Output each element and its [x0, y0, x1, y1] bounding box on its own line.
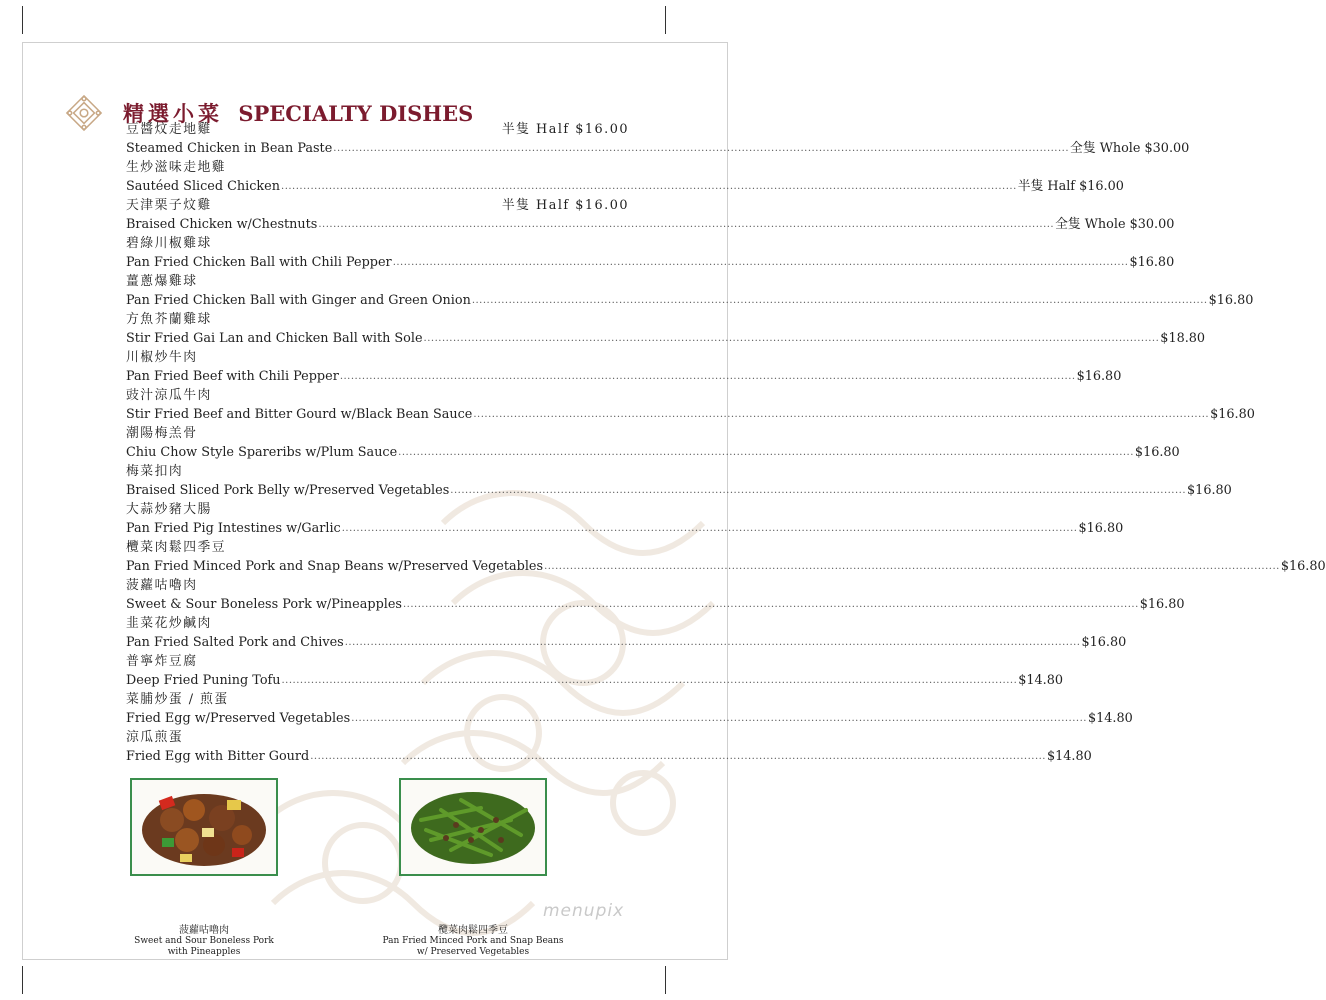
dish-price: 全隻 Whole $30.00: [1055, 216, 1175, 232]
dish-name-chinese: 菠蘿咕嚕肉: [126, 578, 198, 593]
menu-item-row: [126, 311, 629, 330]
caption-english: Sweet and Sour Boneless Pork: [134, 936, 274, 946]
dot-leader: ........................................................................................................................................................................................................: [344, 636, 1081, 648]
dot-leader: ........................................................................................................................................................................................................: [339, 370, 1076, 382]
dish-name-chinese: 薑蔥爆雞球: [126, 274, 198, 289]
photo-sweet-sour-pork: [130, 778, 278, 876]
menu-item: [126, 691, 1133, 728]
dish-name-english: Braised Chicken w/Chestnuts: [126, 216, 318, 232]
menu-item-row: [126, 672, 1064, 691]
dish-price: $16.80: [1081, 634, 1127, 650]
dot-leader: ........................................................................................................................................................................................................: [341, 522, 1078, 534]
dish-name-chinese: 豆醬炆走地雞: [126, 122, 212, 137]
menu-item-row: [126, 368, 1122, 387]
menu-item: [126, 311, 1206, 348]
dot-leader: ........................................................................................................................................................................................................: [471, 294, 1208, 306]
menu-item-row: [126, 273, 629, 292]
menu-list: [126, 121, 1326, 767]
dish-name-chinese: 碧綠川椒雞球: [126, 236, 212, 251]
caption-chinese: 菠蘿咕嚕肉: [179, 925, 229, 936]
menu-item: [126, 235, 1175, 272]
caption-english: w/ Preserved Vegetables: [416, 947, 530, 957]
photo-caption-1: [109, 925, 299, 958]
dish-name-english: Pan Fried Salted Pork and Chives: [126, 634, 344, 650]
menu-item-row: [126, 501, 629, 520]
menu-item-row: [126, 596, 1185, 615]
menu-item-row: [126, 577, 629, 596]
dish-name-english: Steamed Chicken in Bean Paste: [126, 140, 333, 156]
menu-item-row: [126, 710, 1133, 729]
dot-leader: ........................................................................................................................................................................................................: [473, 408, 1210, 420]
dish-price: $16.80: [1078, 520, 1124, 536]
title-english: SPECIALTY DISHES: [238, 101, 474, 126]
menu-item: [126, 729, 1092, 766]
menu-item: [126, 197, 1175, 234]
dish-price: $16.80: [1139, 596, 1185, 612]
dish-name-english: Pan Fried Pig Intestines w/Garlic: [126, 520, 341, 536]
menu-item: [126, 159, 1124, 196]
menu-item-row: [126, 482, 1232, 501]
dot-leader: ........................................................................................................................................................................................................: [281, 180, 1017, 192]
menu-item: [126, 577, 1185, 614]
food-image: [401, 780, 545, 874]
menu-item-row: [126, 197, 629, 216]
dot-leader: ........................................................................................................................................................................................................: [403, 598, 1139, 610]
dish-name-english: Pan Fried Chicken Ball with Chili Pepper: [126, 254, 392, 270]
menu-item-row: [126, 444, 1180, 463]
dish-price-half: 半隻 Half $16.00: [501, 198, 629, 213]
menu-item-row: [126, 349, 629, 368]
dish-price: $16.80: [1280, 558, 1326, 574]
menu-item: [126, 615, 1127, 652]
menu-item-row: [126, 634, 1127, 653]
menu-item-row: [126, 539, 629, 558]
dish-name-english: Deep Fried Puning Tofu: [126, 672, 281, 688]
dish-price: $16.80: [1187, 482, 1232, 498]
caption-chinese: 欖菜肉鬆四季豆: [438, 925, 508, 936]
crop-mark: [22, 6, 23, 34]
dish-price: $14.80: [1087, 710, 1133, 726]
menu-item-row: [126, 387, 629, 406]
menu-page: [22, 42, 1326, 960]
dish-name-english: Stir Fried Gai Lan and Chicken Ball with Sole: [126, 330, 423, 346]
food-image: [132, 780, 276, 874]
menu-item: [126, 273, 1254, 310]
crop-mark: [22, 966, 23, 994]
menu-item-row: [126, 558, 1326, 577]
dish-name-english: Chiu Chow Style Spareribs w/Plum Sauce: [126, 444, 398, 460]
menu-item-row: [126, 330, 1206, 349]
menu-item: [126, 349, 1122, 386]
dish-price: 半隻 Half $16.00: [1017, 178, 1124, 194]
dish-name-chinese: 豉汁涼瓜牛肉: [126, 388, 212, 403]
menu-item-row: [126, 406, 1255, 425]
menu-item-row: [126, 729, 629, 748]
photo-caption-2: [378, 925, 568, 958]
dish-price: $14.80: [1018, 672, 1064, 688]
menu-item-row: [126, 235, 629, 254]
menu-item-row: [126, 615, 629, 634]
menu-item-row: [126, 425, 629, 444]
dish-name-chinese: 涼瓜煎蛋: [126, 730, 184, 745]
crop-mark: [665, 966, 666, 994]
dish-price: $18.80: [1160, 330, 1206, 346]
dish-name-chinese: 大蒜炒豬大腸: [126, 502, 212, 517]
dot-leader: ........................................................................................................................................................................................................: [544, 560, 1280, 572]
dot-leader: ........................................................................................................................................................................................................: [423, 332, 1160, 344]
menu-item-row: [126, 159, 629, 178]
menu-item: [126, 501, 1124, 538]
dot-leader: ........................................................................................................................................................................................................: [310, 750, 1046, 762]
menu-item-row: [126, 520, 1124, 539]
dish-name-chinese: 梅菜扣肉: [126, 464, 184, 479]
dot-leader: ........................................................................................................................................................................................................: [281, 674, 1018, 686]
dish-name-chinese: 川椒炒牛肉: [126, 350, 198, 365]
dish-price: $16.80: [1210, 406, 1255, 422]
dish-name-chinese: 菜脯炒蛋 / 煎蛋: [126, 692, 229, 707]
menu-item-row: [126, 121, 629, 140]
dish-price-half: 半隻 Half $16.00: [501, 122, 629, 137]
dish-name-english: Sweet & Sour Boneless Pork w/Pineapples: [126, 596, 402, 612]
ornament-icon: [65, 94, 103, 132]
menu-item: [126, 463, 1232, 500]
dish-name-english: Stir Fried Beef and Bitter Gourd w/Black Bean Sauce: [126, 406, 473, 422]
dish-name-chinese: 方魚芥蘭雞球: [126, 312, 212, 327]
dish-price: $16.80: [1129, 254, 1175, 270]
menu-item-row: [126, 216, 1175, 235]
dish-name-chinese: 生炒滋味走地雞: [126, 160, 227, 175]
caption-english: with Pineapples: [167, 947, 241, 957]
menu-item-row: [126, 140, 1190, 159]
menu-item: [126, 539, 1326, 576]
dish-price: $16.80: [1134, 444, 1180, 460]
menu-item: [126, 653, 1064, 690]
dish-price: $14.80: [1046, 748, 1092, 764]
dot-leader: ........................................................................................................................................................................................................: [392, 256, 1129, 268]
dish-price: $16.80: [1076, 368, 1122, 384]
dish-name-english: Pan Fried Minced Pork and Snap Beans w/Preserved Vegetables: [126, 558, 544, 574]
dot-leader: ........................................................................................................................................................................................................: [398, 446, 1134, 458]
dish-name-chinese: 天津栗子炆雞: [126, 198, 212, 213]
menu-item-row: [126, 748, 1092, 767]
dot-leader: ........................................................................................................................................................................................................: [333, 142, 1070, 154]
title-chinese: 精選小菜: [123, 101, 223, 126]
menu-item-row: [126, 653, 629, 672]
menu-item-row: [126, 463, 629, 482]
dish-price: $16.80: [1208, 292, 1254, 308]
menu-item: [126, 387, 1255, 424]
menu-item: [126, 425, 1180, 462]
dish-name-english: Fried Egg w/Preserved Vegetables: [126, 710, 351, 726]
dish-name-chinese: 潮陽梅羔骨: [126, 426, 198, 441]
dish-name-chinese: 韭菜花炒鹹肉: [126, 616, 212, 631]
dish-name-chinese: 普寧炸豆腐: [126, 654, 198, 669]
dish-name-english: Fried Egg with Bitter Gourd: [126, 748, 310, 764]
watermark-logo: menupix: [543, 901, 625, 921]
dot-leader: ........................................................................................................................................................................................................: [450, 484, 1187, 496]
dish-name-english: Pan Fried Chicken Ball with Ginger and Green Onion: [126, 292, 471, 308]
dot-leader: ........................................................................................................................................................................................................: [318, 218, 1055, 230]
photo-snap-beans: [399, 778, 547, 876]
caption-english: Pan Fried Minced Pork and Snap Beans: [382, 936, 564, 946]
dot-leader: ........................................................................................................................................................................................................: [351, 712, 1087, 724]
crop-mark: [665, 6, 666, 34]
dish-name-english: Braised Sliced Pork Belly w/Preserved Vegetables: [126, 482, 450, 498]
menu-item: [126, 121, 1190, 158]
dish-price: 全隻 Whole $30.00: [1070, 140, 1190, 156]
menu-item-row: [126, 254, 1175, 273]
menu-item-row: [126, 691, 629, 710]
dish-name-chinese: 欖菜肉鬆四季豆: [126, 540, 227, 555]
menu-item-row: [126, 292, 1254, 311]
dish-name-english: Sautéed Sliced Chicken: [126, 178, 281, 194]
menu-item-row: [126, 178, 1124, 197]
dish-name-english: Pan Fried Beef with Chili Pepper: [126, 368, 339, 384]
